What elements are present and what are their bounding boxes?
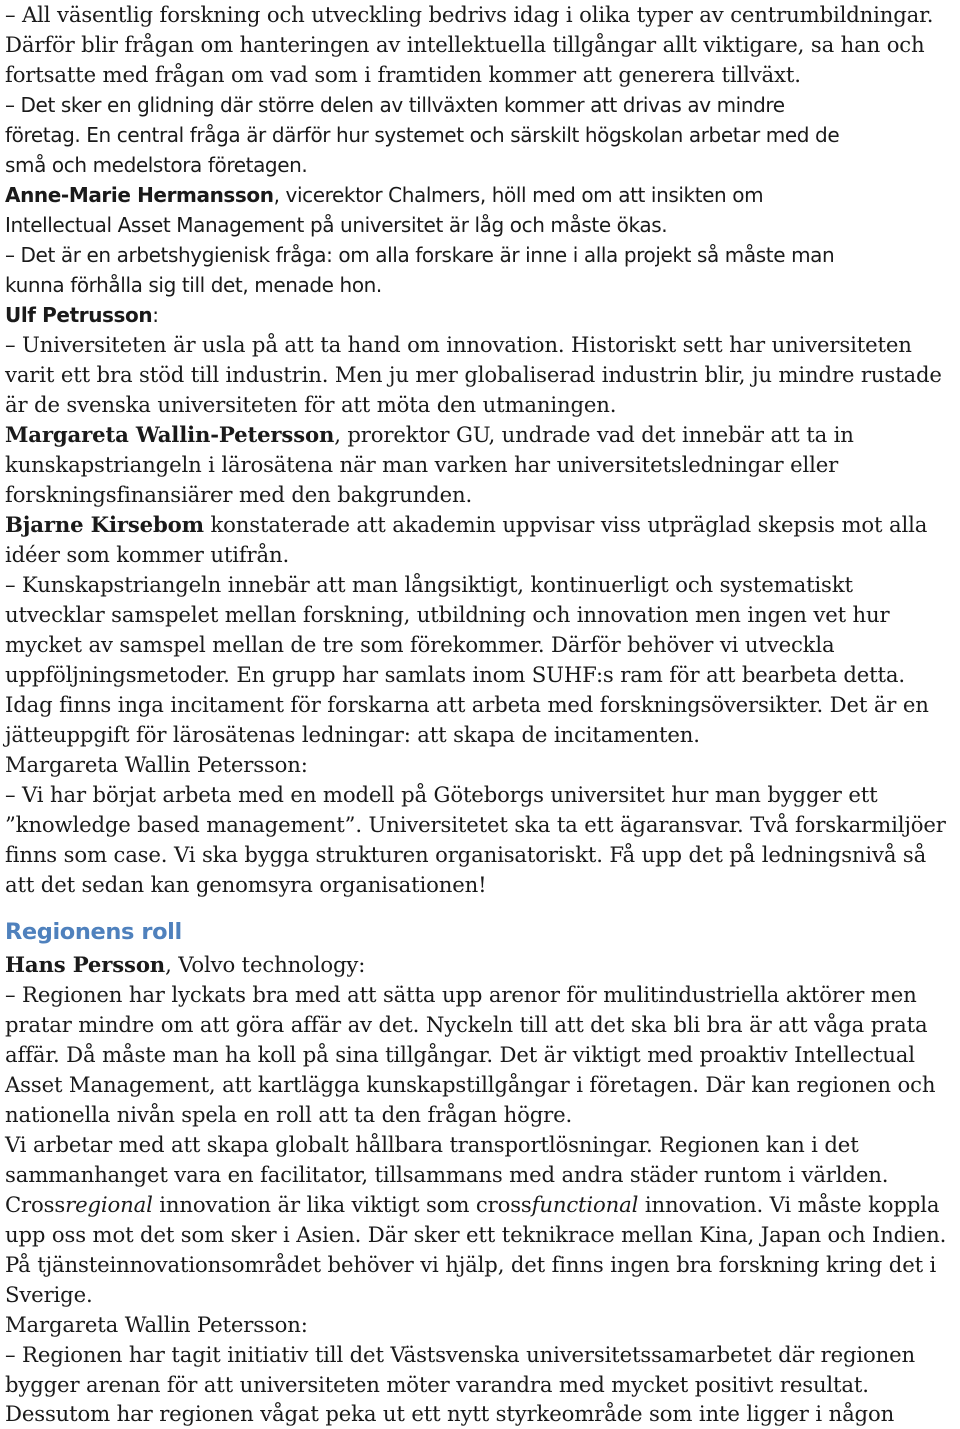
text-line: Margareta Wallin-Petersson, prorektor GU, undrade vad det innebär att ta in (5, 422, 854, 447)
text-line: Intellectual Asset Management på universitet är låg och måste ökas. (5, 213, 668, 237)
text-line: – Det sker en glidning där större delen av tillväxten kommer att drivas av mindre (5, 93, 785, 117)
emphasis: functional (531, 1192, 639, 1217)
text-line: Hans Persson, Volvo technology: (5, 952, 366, 977)
text-line: pratar mindre om att göra affär av det. Nyckeln till att det ska bli bra är att våga prata (5, 1012, 928, 1037)
speaker-name: Margareta Wallin Petersson (5, 752, 301, 777)
text-line: kunna förhålla sig till det, menade hon. (5, 273, 382, 297)
text-line: Anne-Marie Hermansson, vicerektor Chalmers, höll med om att insikten om (5, 183, 764, 207)
text-line: affär. Då måste man ha koll på sina tillgångar. Det är viktigt med proaktiv Intellectual (5, 1042, 915, 1067)
text-line: – Vi har börjat arbeta med en modell på Göteborgs universitet hur man bygger ett (5, 782, 878, 807)
speaker-name: Hans Persson (5, 952, 166, 977)
text-line: – Universiteten är usla på att ta hand om innovation. Historiskt sett har universiteten (5, 332, 912, 357)
text-line: jätteuppgift för lärosätenas ledningar: att skapa de incitamenten. (5, 722, 700, 747)
text-line: Margareta Wallin Petersson: (5, 752, 308, 777)
text-line: sammanhanget vara en facilitator, tillsammans med andra städer runtom i världen. (5, 1162, 889, 1187)
section-heading: Regionens roll (5, 919, 182, 945)
speaker-name: Margareta Wallin-Petersson (5, 422, 335, 447)
text-line: upp oss mot det som sker i Asien. Där sker ett teknikrace mellan Kina, Japan och Indien. (5, 1222, 947, 1247)
text-line: Därför blir frågan om hanteringen av intellektuella tillgångar allt viktigare, sa han och (5, 32, 925, 57)
text-line: Vi arbetar med att skapa globalt hållbara transportlösningar. Regionen kan i det (5, 1132, 859, 1157)
text-line: Crossregional innovation är lika viktigt som crossfunctional innovation. Vi måste koppla (5, 1192, 940, 1217)
text-line: Asset Management, att kartlägga kunskapstillgångar i företagen. Där kan regionen och (5, 1072, 936, 1097)
speaker-name: Margareta Wallin Petersson (5, 1312, 301, 1337)
text-line: – Det är en arbetshygienisk fråga: om alla forskare är inne i alla projekt så måste man (5, 243, 835, 267)
text-line: företag. En central fråga är därför hur systemet och särskilt högskolan arbetar med de (5, 123, 840, 147)
text-line: Idag finns inga incitament för forskarna att arbeta med forskningsöversikter. Det är en (5, 692, 929, 717)
text-line: nationella nivån spela en roll att ta den frågan högre. (5, 1102, 573, 1127)
text-line: mycket av samspel mellan de tre som förekommer. Därför behöver vi utveckla (5, 632, 835, 657)
text-line: fortsatte med frågan om vad som i framtiden kommer att generera tillväxt. (5, 62, 801, 87)
text-line: små och medelstora företagen. (5, 153, 308, 177)
speaker-name: Ulf Petrusson (5, 303, 153, 327)
text-line: bygger arenan för att universiteten möter varandra med mycket positivt resultat. (5, 1372, 869, 1397)
speaker-name: Anne-Marie Hermansson (5, 183, 274, 207)
text-line: uppföljningsmetoder. En grupp har samlats inom SUHF:s ram för att bearbeta detta. (5, 662, 905, 687)
text-line: – Kunskapstriangeln innebär att man långsiktigt, kontinuerligt och systematiskt (5, 572, 853, 597)
text-line: – All väsentlig forskning och utveckling bedrivs idag i olika typer av centrumbildningar. (5, 2, 934, 27)
text-line: Margareta Wallin Petersson: (5, 1312, 308, 1337)
text-line: Dessutom har regionen vågat peka ut ett nytt styrkeområde som inte ligger i någon (5, 1401, 895, 1426)
text-line: – Regionen har tagit initiativ till det Västsvenska universitetssamarbetet där regionen (5, 1342, 916, 1367)
emphasis: regional (65, 1192, 153, 1217)
text-line: Sverige. (5, 1282, 93, 1307)
text-line: att det sedan kan genomsyra organisationen! (5, 872, 487, 897)
text-line: idéer som kommer utifrån. (5, 542, 290, 567)
text-line: Bjarne Kirsebom konstaterade att akademin uppvisar viss utpräglad skepsis mot alla (5, 512, 928, 537)
text-line: finns som case. Vi ska bygga strukturen organisatoriskt. Få upp det på ledningsnivå så (5, 842, 927, 867)
text-line: Ulf Petrusson: (5, 303, 159, 327)
text-line: forskningsfinansiärer med den bakgrunden. (5, 482, 473, 507)
text-line: På tjänsteinnovationsområdet behöver vi hjälp, det finns ingen bra forskning kring det i (5, 1252, 937, 1277)
text-line: utvecklar samspelet mellan forskning, utbildning och innovation men ingen vet hur (5, 602, 890, 627)
text-line: – Regionen har lyckats bra med att sätta upp arenor för mulitindustriella aktörer men (5, 982, 917, 1007)
text-line: är de svenska universiteten för att möta den utmaningen. (5, 392, 617, 417)
text-line: varit ett bra stöd till industrin. Men ju mer globaliserad industrin blir, ju mindre rustade (5, 362, 942, 387)
text-line: ”knowledge based management”. Universitetet ska ta ett ägaransvar. Två forskarmiljöer (5, 812, 946, 837)
speaker-name: Bjarne Kirsebom (5, 512, 204, 537)
text-line: kunskapstriangeln i lärosätena när man varken har universitetsledningar eller (5, 452, 839, 477)
